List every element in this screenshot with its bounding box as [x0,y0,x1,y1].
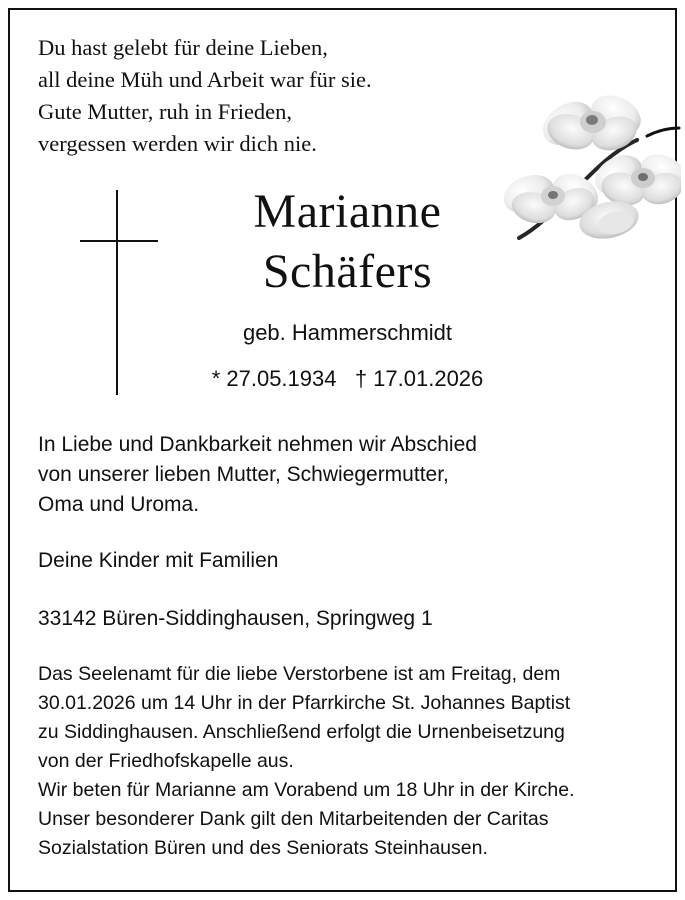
cross-icon [80,190,158,395]
intro-paragraph [38,430,647,520]
intro-line-1: In Liebe und Dankbarkeit nehmen wir Abschied [38,433,477,456]
poem-line-4: vergessen werden wir dich nie. [38,131,317,156]
last-name: Schäfers [262,245,433,298]
signature-line: Deine Kinder mit Familien [38,549,279,572]
life-dates: * 27.05.1934 † 17.01.2026 [211,366,484,391]
prayer-paragraph [38,776,647,805]
service-line-4: von der Friedhofskapelle aus. [38,750,294,772]
service-line-2: 30.01.2026 um 14 Uhr in der Pfarrkirche St. Johannes Baptist [38,692,571,714]
prayer-line-1: Wir beten für Marianne am Vorabend um 18 Uhr in der Kirche. [38,779,575,801]
poem-block [38,32,647,160]
poem-line-1: Du hast gelebt für deine Lieben, [38,35,328,60]
poem-line-3: Gute Mutter, ruh in Frieden, [38,99,293,124]
service-line-3: zu Siddinghausen. Anschließend erfolgt die Urnenbeisetzung [38,721,565,743]
thanks-line-1: Unser besonderer Dank gilt den Mitarbeitenden der Caritas [38,808,549,830]
thanks-paragraph [38,805,647,863]
poem-line-2: all deine Müh und Arbeit war für sie. [38,67,372,92]
first-name: Marianne [253,185,442,238]
service-line-1: Das Seelenamt für die liebe Verstorbene ist am Freitag, dem [38,663,561,685]
intro-line-3: Oma und Uroma. [38,493,200,516]
intro-line-2: von unserer lieben Mutter, Schwiegermutter, [38,463,449,486]
thanks-line-2: Sozialstation Büren und des Seniorats Steinhausen. [38,837,488,859]
address-line: 33142 Büren-Siddinghausen, Springweg 1 [38,607,433,630]
maiden-name: geb. Hammerschmidt [242,320,453,345]
service-paragraph [38,660,647,776]
notice-content [10,10,675,890]
